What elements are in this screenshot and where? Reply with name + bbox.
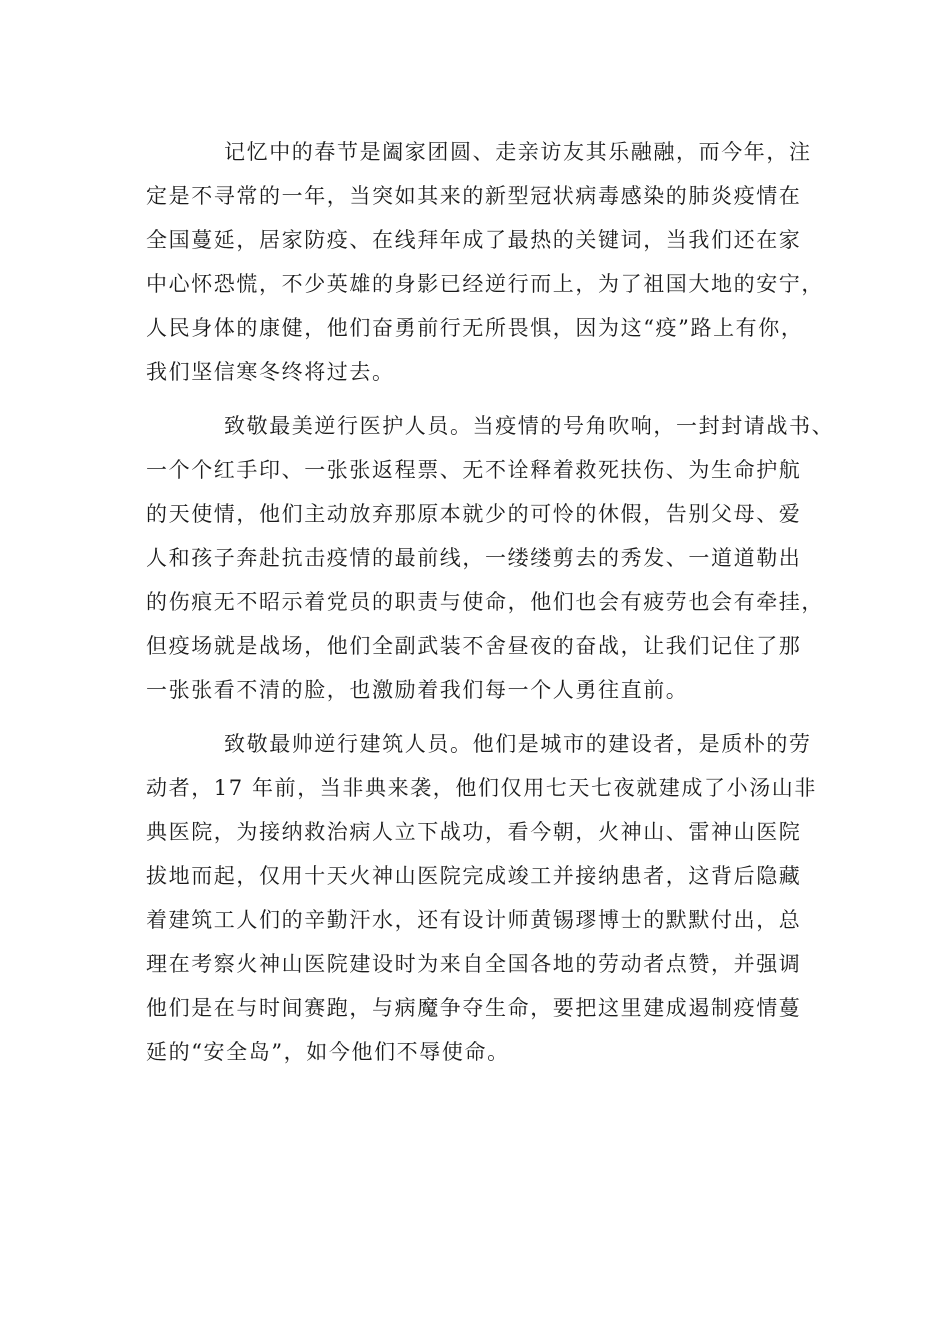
text-line: 我们坚信寒冬终将过去。 [146,360,395,384]
text-line: 记忆中的春节是阖家团圆、走亲访友其乐融融，而今年，注 [224,140,812,164]
text-line: 拔地而起，仅用十天火神山医院完成竣工并接纳患者，这背后隐藏 [146,864,802,888]
text-line: 致敬最帅逆行建筑人员。他们是城市的建设者，是质朴的劳 [224,732,812,756]
text-line: 致敬最美逆行医护人员。当疫情的号角吹响，一封封请战书、 [224,414,835,438]
text-line: 的天使情，他们主动放弃那原本就少的可怜的休假，告别父母、爱 [146,502,802,526]
paragraph-3 [146,722,817,1074]
text-line: 一个个红手印、一张张返程票、无不诠释着救死扶伤、为生命护航 [146,458,802,482]
document-body [146,130,835,1084]
text-line: 一张张看不清的脸，也激励着我们每一个人勇往直前。 [146,678,689,702]
text-line: 全国蔓延，居家防疫、在线拜年成了最热的关键词，当我们还在家 [146,228,802,252]
paragraph-2 [146,404,835,712]
text-line: 延的“安全岛”，如今他们不辱使命。 [146,1040,510,1064]
paragraph-1 [146,130,824,394]
text-line: 人和孩子奔赴抗击疫情的最前线，一缕缕剪去的秀发、一道道勒出 [146,546,802,570]
text-line: 着建筑工人们的辛勤汗水，还有设计师黄锡璆博士的默默付出，总 [146,908,802,932]
text-line: 他们是在与时间赛跑，与病魔争夺生命，要把这里建成遏制疫情蔓 [146,996,802,1020]
text-line: 动者，17 年前，当非典来袭，他们仅用七天七夜就建成了小汤山非 [146,776,817,800]
text-line: 理在考察火神山医院建设时为来自全国各地的劳动者点赞，并强调 [146,952,802,976]
text-line: 人民身体的康健，他们奋勇前行无所畏惧，因为这“疫”路上有你， [146,316,804,340]
text-line: 中心怀恐慌，不少英雄的身影已经逆行而上，为了祖国大地的安宁， [146,272,824,296]
text-line: 但疫场就是战场，他们全副武装不舍昼夜的奋战，让我们记住了那 [146,634,802,658]
text-line: 典医院，为接纳救治病人立下战功，看今朝，火神山、雷神山医院 [146,820,802,844]
text-line: 的伤痕无不昭示着党员的职责与使命，他们也会有疲劳也会有牵挂， [146,590,824,614]
text-line: 定是不寻常的一年，当突如其来的新型冠状病毒感染的肺炎疫情在 [146,184,802,208]
